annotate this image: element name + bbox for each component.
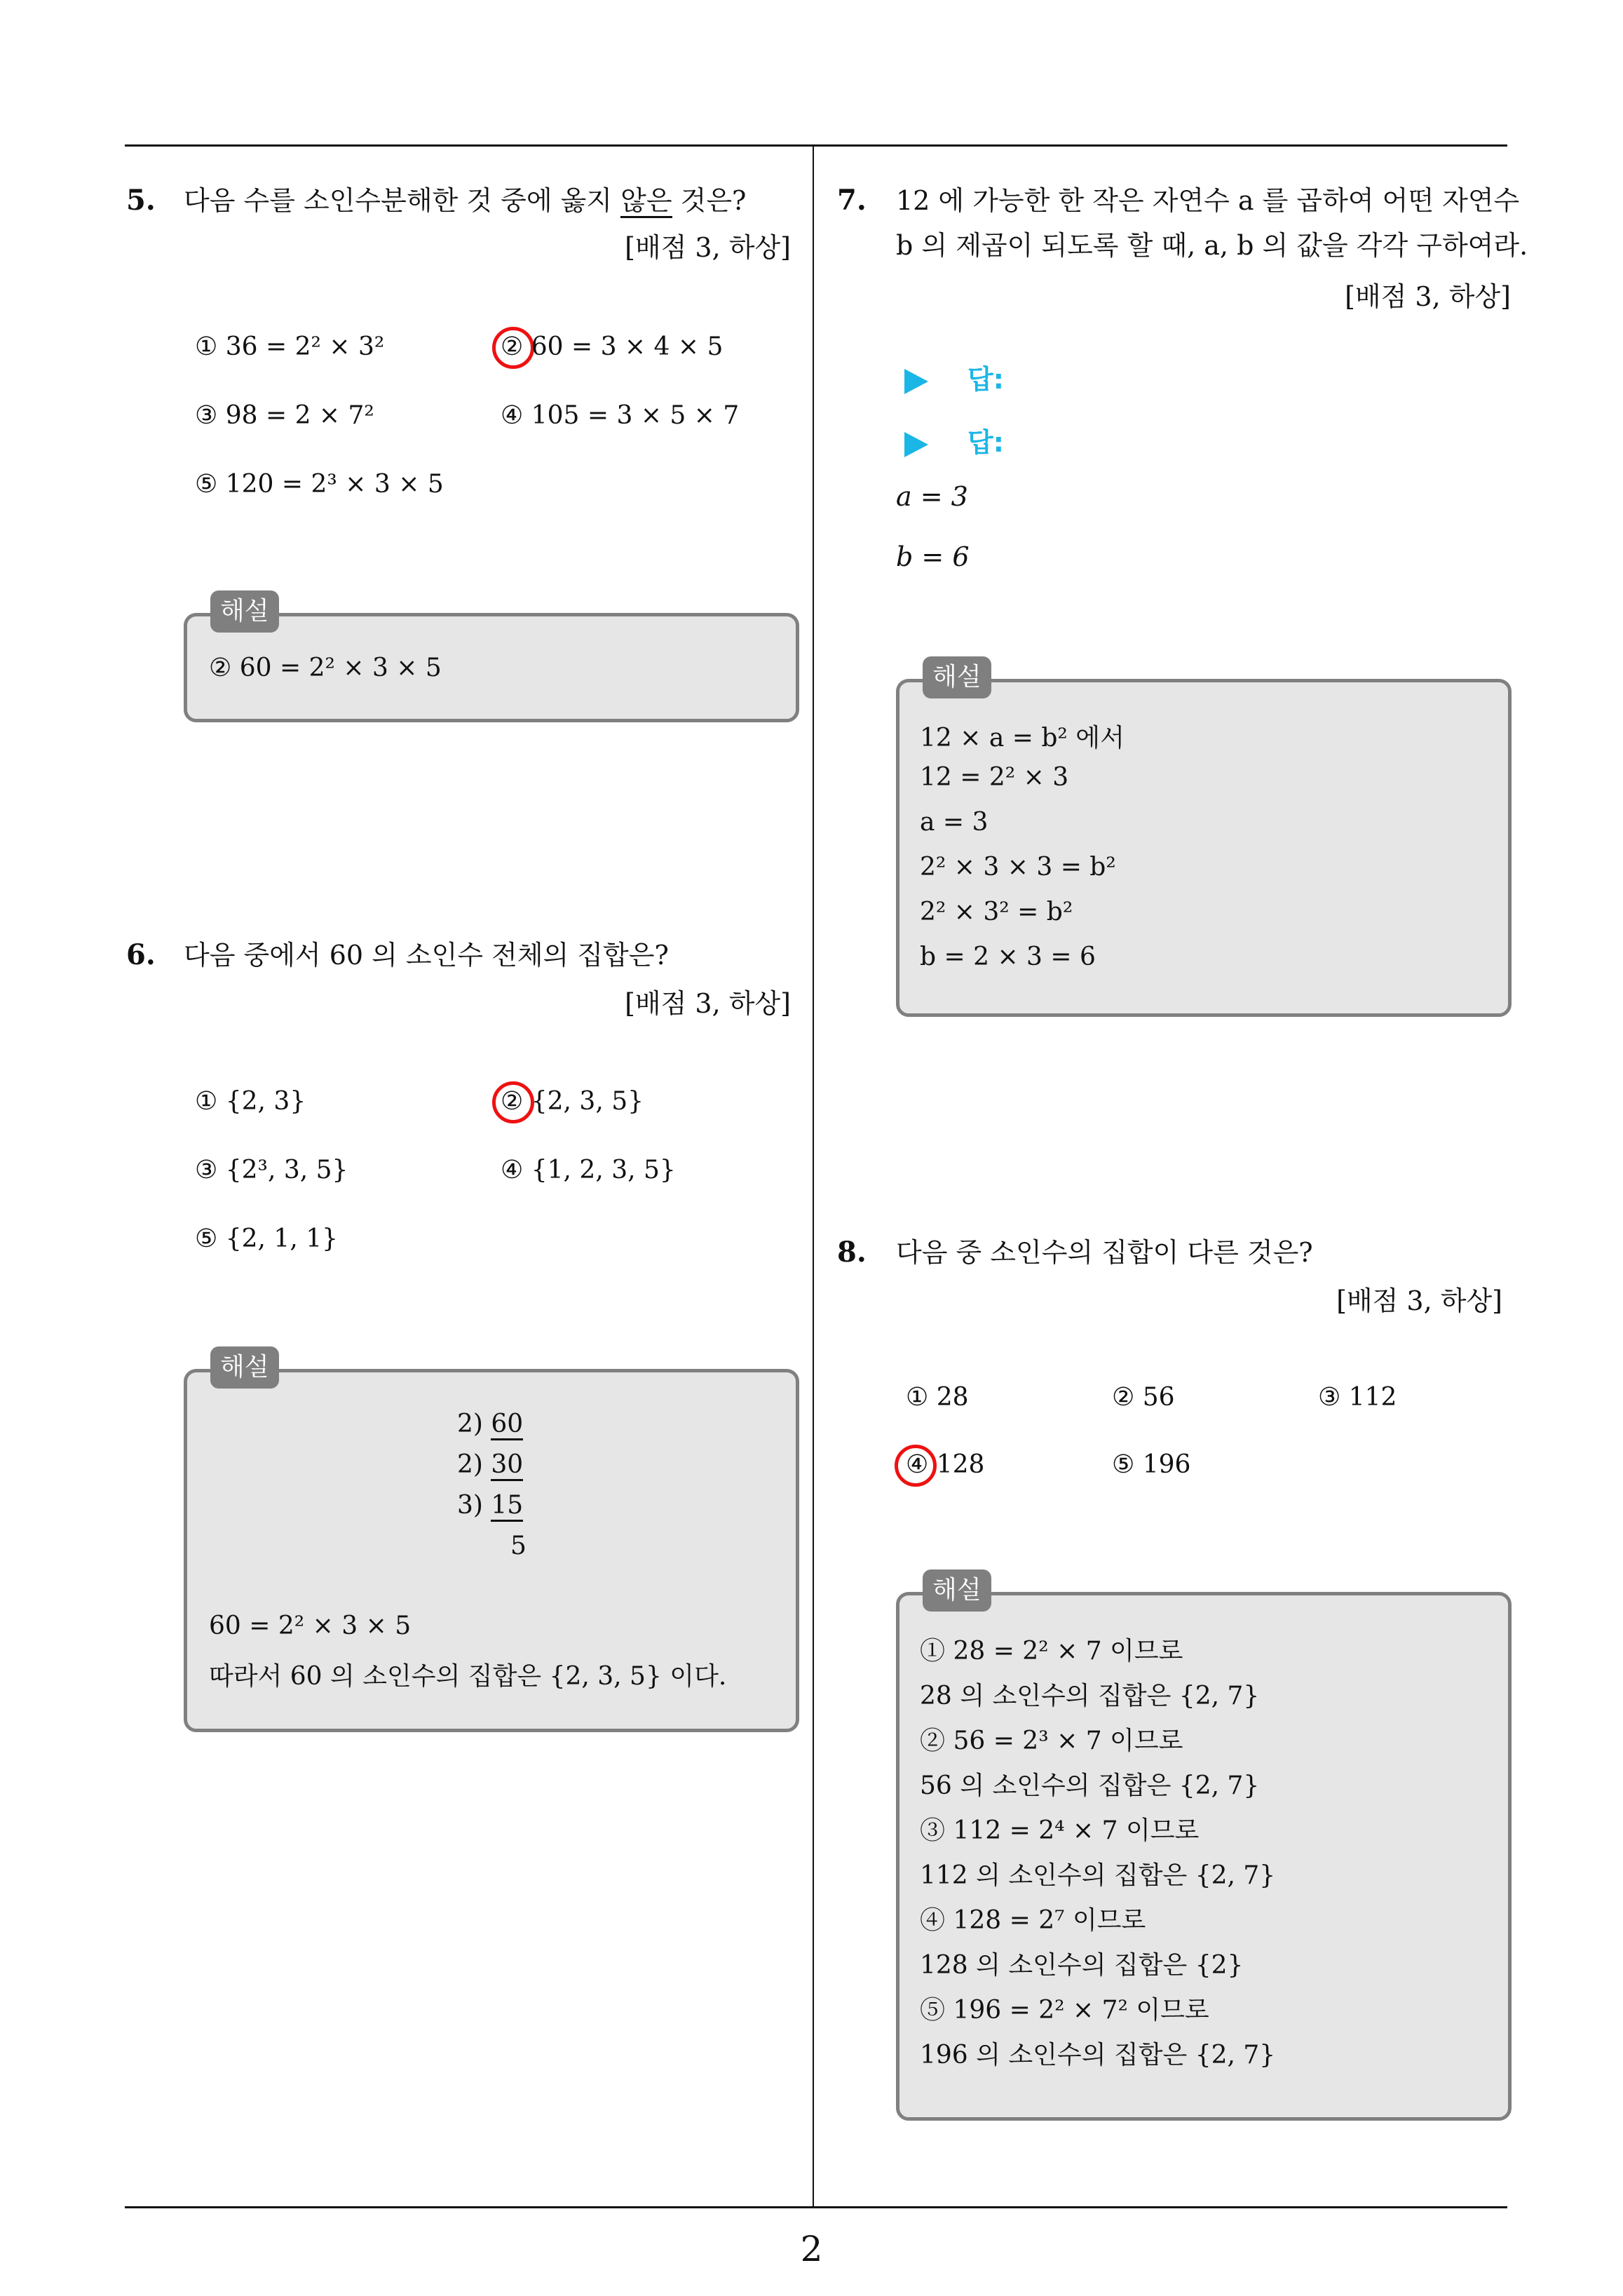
choice-4[interactable]: ④ 128 [906, 1450, 985, 1479]
question-text: 다음 중에서 60 의 소인수 전체의 집합은? [184, 940, 669, 971]
explanation-line: 60 = 2² × 3 × 5 [209, 1612, 412, 1640]
explanation-line: a = 3 [920, 808, 989, 837]
explanation-line: 128 의 소인수의 집합은 {2} [920, 1951, 1244, 1980]
play-arrow-icon [904, 432, 928, 457]
question-text-line-2: b 의 제곱이 되도록 할 때, a, b 의 값을 각각 구하여라. [896, 230, 1528, 261]
page-number: 2 [800, 2229, 823, 2269]
explanation-line: 56 의 소인수의 집합은 {2, 7} [920, 1771, 1260, 1800]
dividend: 60 [491, 1410, 523, 1440]
question-number: 6. [126, 938, 156, 971]
answer-label: 답: [967, 364, 1004, 395]
score-label: [배점 3, 하상] [1345, 281, 1511, 312]
choice-2[interactable]: ② 60 = 3 × 4 × 5 [501, 332, 724, 361]
score-label: [배점 3, 하상] [625, 232, 791, 263]
question-number: 7. [837, 184, 867, 217]
explanation-line: 196 의 소인수의 집합은 {2, 7} [920, 2041, 1276, 2069]
division-row: 2) 30 [457, 1450, 523, 1479]
question-text: 다음 중 소인수의 집합이 다른 것은? [896, 1237, 1313, 1268]
explanation-tab: 해설 [210, 1346, 279, 1389]
dividend: 15 [491, 1491, 523, 1522]
explanation-line: ④ 128 = 2⁷ 이므로 [920, 1906, 1146, 1935]
explanation-line: ⑤ 196 = 2² × 7² 이므로 [920, 1996, 1209, 2025]
explanation-line: ② 60 = 2² × 3 × 5 [209, 654, 442, 682]
play-arrow-icon [904, 369, 928, 394]
choice-2[interactable]: ② {2, 3, 5} [501, 1087, 644, 1116]
choice-3[interactable]: ③ 98 = 2 × 7² [195, 401, 374, 430]
question-text-part: 것은? [672, 185, 747, 216]
answer-value-b: b = 6 [896, 541, 970, 572]
answer-label: 답: [967, 427, 1004, 458]
choice-5[interactable]: ⑤ 120 = 2³ × 3 × 5 [195, 470, 444, 499]
choice-2[interactable]: ② 56 [1112, 1383, 1175, 1412]
column-divider [813, 144, 814, 2208]
choice-1[interactable]: ① 28 [906, 1383, 969, 1412]
choice-4[interactable]: ④ 105 = 3 × 5 × 7 [501, 401, 740, 430]
question-text-line-1: 12 에 가능한 한 작은 자연수 a 를 곱하여 어떤 자연수 [896, 185, 1520, 216]
explanation-line: b = 2 × 3 = 6 [920, 943, 1096, 971]
division-quotient: 5 [510, 1532, 527, 1560]
division-row: 2) 60 [457, 1410, 523, 1438]
divisor: 2 [457, 1450, 473, 1479]
division-row: 3) 15 [457, 1491, 523, 1520]
top-rule [125, 144, 1507, 147]
answer-row-1 [904, 358, 1004, 396]
explanation-tab: 해설 [923, 1569, 991, 1612]
answer-value-a: a = 3 [896, 481, 968, 512]
explanation-line: 12 = 2² × 3 [920, 763, 1069, 792]
dividend: 30 [491, 1450, 523, 1481]
choice-4[interactable]: ④ {1, 2, 3, 5} [501, 1156, 676, 1184]
choice-3[interactable]: ③ {2³, 3, 5} [195, 1156, 348, 1184]
score-label: [배점 3, 하상] [625, 988, 791, 1019]
explanation-tab: 해설 [210, 590, 279, 633]
explanation-tab: 해설 [923, 656, 991, 698]
explanation-line: ② 56 = 2³ × 7 이므로 [920, 1727, 1183, 1755]
explanation-line: ① 28 = 2² × 7 이므로 [920, 1637, 1183, 1666]
choice-5[interactable]: ⑤ 196 [1112, 1450, 1191, 1479]
explanation-line: 2² × 3² = b² [920, 898, 1073, 926]
divisor: 3 [457, 1491, 473, 1520]
explanation-line: 12 × a = b² 에서 [920, 724, 1125, 752]
explanation-line: 2² × 3 × 3 = b² [920, 853, 1116, 882]
choice-3[interactable]: ③ 112 [1318, 1383, 1397, 1412]
question-number: 8. [837, 1236, 867, 1269]
score-label: [배점 3, 하상] [1336, 1285, 1502, 1316]
question-number: 5. [126, 184, 156, 217]
question-text [184, 178, 746, 223]
answer-row-2 [904, 421, 1004, 459]
choice-1[interactable]: ① {2, 3} [195, 1087, 306, 1116]
explanation-line: 28 의 소인수의 집합은 {2, 7} [920, 1682, 1260, 1710]
bottom-rule [125, 2206, 1507, 2208]
question-text-part: 다음 수를 소인수분해한 것 중에 옳지 [184, 185, 621, 216]
explanation-line: ③ 112 = 2⁴ × 7 이므로 [920, 1816, 1200, 1845]
explanation-line: 따라서 60 의 소인수의 집합은 {2, 3, 5} 이다. [209, 1662, 727, 1691]
choice-1[interactable]: ① 36 = 2² × 3² [195, 332, 385, 361]
underlined-word: 않은 [620, 185, 672, 218]
divisor: 2 [457, 1410, 473, 1438]
explanation-line: 112 의 소인수의 집합은 {2, 7} [920, 1861, 1276, 1890]
choice-5[interactable]: ⑤ {2, 1, 1} [195, 1224, 339, 1253]
